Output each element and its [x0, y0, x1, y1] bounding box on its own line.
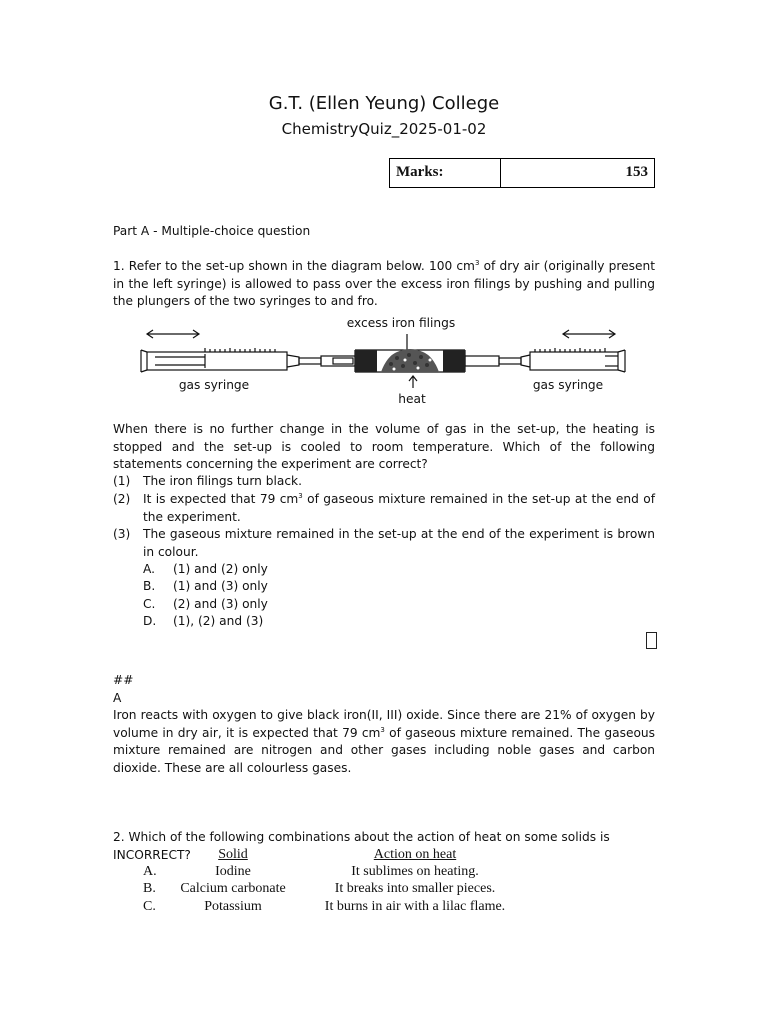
school-title: G.T. (Ellen Yeung) College: [268, 93, 500, 114]
part-a-heading: Part A - Multiple-choice question: [113, 224, 311, 238]
answer-explanation-sup: 3: [380, 725, 385, 734]
statement-1: The iron filings turn black.: [143, 474, 302, 488]
q2-row-c-solid: Potassium: [204, 899, 262, 914]
option-d-letter: D.: [143, 614, 157, 628]
option-a-letter: A.: [143, 562, 155, 576]
option-b-letter: B.: [143, 579, 156, 593]
left-stopper: [355, 350, 377, 372]
marks-table: [389, 158, 655, 188]
q2-row-a-letter: A.: [143, 864, 157, 879]
q1-stem-a: 1. Refer to the set-up shown in the diagram below. 100 cm: [113, 259, 475, 273]
right-stopper: [443, 350, 465, 372]
statement-3-number: (3): [113, 527, 131, 541]
marks-value: 153: [501, 159, 655, 188]
option-c-letter: C.: [143, 597, 156, 611]
option-d-text: (1), (2) and (3): [173, 614, 264, 628]
statement-2-number: (2): [113, 492, 131, 506]
quiz-title: ChemistryQuiz_2025-01-02: [281, 120, 487, 138]
statement-2: [143, 491, 655, 526]
q1-stem-sup: 3: [474, 259, 480, 267]
q2-stem: 2. Which of the following combinations about the action of heat on some solids is INCORRECT?: [113, 830, 610, 862]
q2-row-b-solid: Calcium carbonate: [180, 881, 286, 896]
q2-row-b-letter: B.: [143, 881, 156, 896]
option-c-text: (2) and (3) only: [173, 597, 268, 611]
answer-explanation-b: of gaseous mixture remained. The gaseous mixture remained are nitrogen and other gases including noble gases and carbon dioxide. These are all colourless gases.: [113, 725, 655, 775]
answer-explanation-a: Iron reacts with oxygen to give black iron(II, III) oxide. Since there are 21% of oxygen by volume in dry air, it is expected that 79 cm: [113, 708, 655, 740]
marks-label: Marks:: [390, 159, 501, 188]
right-gas-syringe: [530, 348, 625, 372]
col-header-action: Action on heat: [373, 847, 457, 862]
placeholder-box-icon: [646, 632, 657, 649]
statement-2-b: of gaseous mixture remained in the set-up at the end of the experiment.: [143, 492, 655, 524]
label-right-syringe: gas syringe: [532, 378, 604, 392]
q2-row-b-action: It breaks into smaller pieces.: [334, 881, 496, 896]
q2-row-a-solid: Iodine: [215, 864, 251, 879]
statement-2-sup: 3: [298, 492, 303, 500]
q2-row-a-action: It sublimes on heating.: [351, 864, 479, 879]
statement-3: The gaseous mixture remained in the set-up at the end of the experiment is brown in colour.: [143, 527, 655, 559]
label-iron-filings: excess iron filings: [346, 316, 456, 330]
option-a-text: (1) and (2) only: [173, 562, 268, 576]
option-b-text: (1) and (3) only: [173, 579, 268, 593]
col-header-solid: Solid: [218, 847, 248, 862]
iron-filings: [381, 349, 439, 372]
label-heat: heat: [398, 392, 426, 406]
statement-2-a: It is expected that 79 cm: [143, 492, 299, 506]
answer-letter: A: [113, 691, 122, 705]
left-gas-syringe: [141, 348, 299, 372]
answer-marker: ##: [113, 673, 134, 687]
answer-explanation: [113, 707, 655, 777]
statement-1-number: (1): [113, 474, 131, 488]
q2-row-c-letter: C.: [143, 899, 156, 914]
label-left-syringe: gas syringe: [178, 378, 250, 392]
q1-stem-b: of dry air (originally present in the left syringe) is allowed to pass over the excess iron filings by pushing and pulling the plungers of the two syringes to and fro.: [113, 259, 655, 308]
q2-row-c-action: It burns in air with a lilac flame.: [324, 899, 506, 914]
q1-stem: [113, 258, 655, 311]
q1-intro: When there is no further change in the volume of gas in the set-up, the heating is stopped and the set-up is cooled to room temperature. Which of the following statements concerning the experiment are correct?: [113, 422, 655, 471]
syringe-diagram: [135, 312, 635, 410]
